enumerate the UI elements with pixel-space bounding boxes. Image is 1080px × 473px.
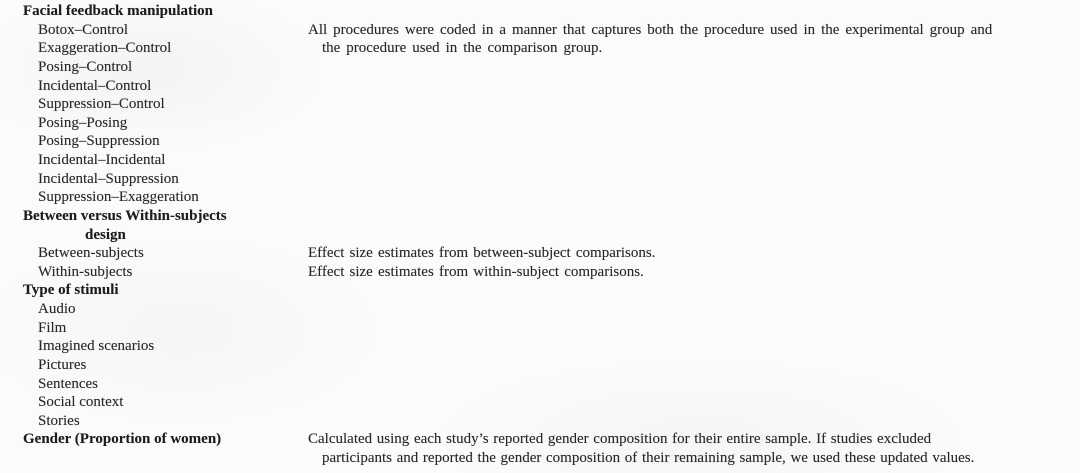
- category-item: Posing–Control: [38, 58, 133, 75]
- category-header: Type of stimuli: [23, 282, 119, 299]
- category-item: Sentences: [38, 375, 98, 392]
- category-item: Between-subjects: [38, 245, 144, 262]
- category-cell-between-within: [0, 207, 308, 282]
- category-cell-gender: [0, 430, 308, 449]
- description-line: Effect size estimates from between-subject comparisons.: [308, 245, 656, 262]
- category-item: Social context: [38, 394, 124, 411]
- table-row-facial-feedback: [0, 2, 1080, 207]
- category-item: Film: [38, 319, 67, 336]
- category-item: Imagined scenarios: [38, 338, 155, 355]
- description-cell: [308, 430, 1080, 467]
- category-item: Posing–Posing: [38, 114, 128, 131]
- category-header: Gender (Proportion of women): [23, 431, 222, 448]
- category-cell-facial-feedback: [0, 2, 308, 207]
- description-line: the procedure used in the comparison group.: [322, 40, 603, 57]
- category-item: Incidental–Incidental: [38, 152, 166, 168]
- description-text: [308, 21, 1074, 58]
- category-item: Posing–Suppression: [38, 133, 160, 150]
- description-line: participants and reported the gender composition of their remaining sample, we used these updated values.: [322, 450, 975, 466]
- category-item: Botox–Control: [38, 21, 129, 38]
- category-item: Exaggeration–Control: [38, 40, 172, 57]
- category-item: Audio: [38, 301, 76, 317]
- category-cell-type-of-stimuli: [0, 281, 308, 430]
- table-row-between-within: [0, 207, 1080, 282]
- description-line: Effect size estimates from within-subject comparisons.: [308, 263, 644, 280]
- category-header: Facial feedback manipulation: [23, 3, 214, 19]
- description-text: [308, 430, 1074, 467]
- category-item: Stories: [38, 412, 80, 429]
- category-item: Suppression–Exaggeration: [38, 189, 199, 206]
- category-header: Between versus Within-subjects: [23, 207, 227, 224]
- description-cell: [308, 207, 1080, 282]
- description-cell: [308, 2, 1080, 58]
- description-line: Calculated using each study’s reported gender composition for their entire sample. If studies excluded: [308, 431, 932, 448]
- table-row-gender: [0, 430, 1080, 467]
- category-item: Within-subjects: [38, 263, 133, 280]
- category-header-continuation: design: [85, 226, 126, 243]
- table-row-type-of-stimuli: [0, 281, 1080, 430]
- description-text: [308, 244, 1074, 281]
- category-item: Pictures: [38, 356, 87, 373]
- category-item: Incidental–Control: [38, 77, 152, 94]
- description-line: All procedures were coded in a manner that captures both the procedure used in the experimental group and: [308, 21, 993, 38]
- category-item: Suppression–Control: [38, 96, 165, 113]
- category-item: Incidental–Suppression: [38, 170, 179, 187]
